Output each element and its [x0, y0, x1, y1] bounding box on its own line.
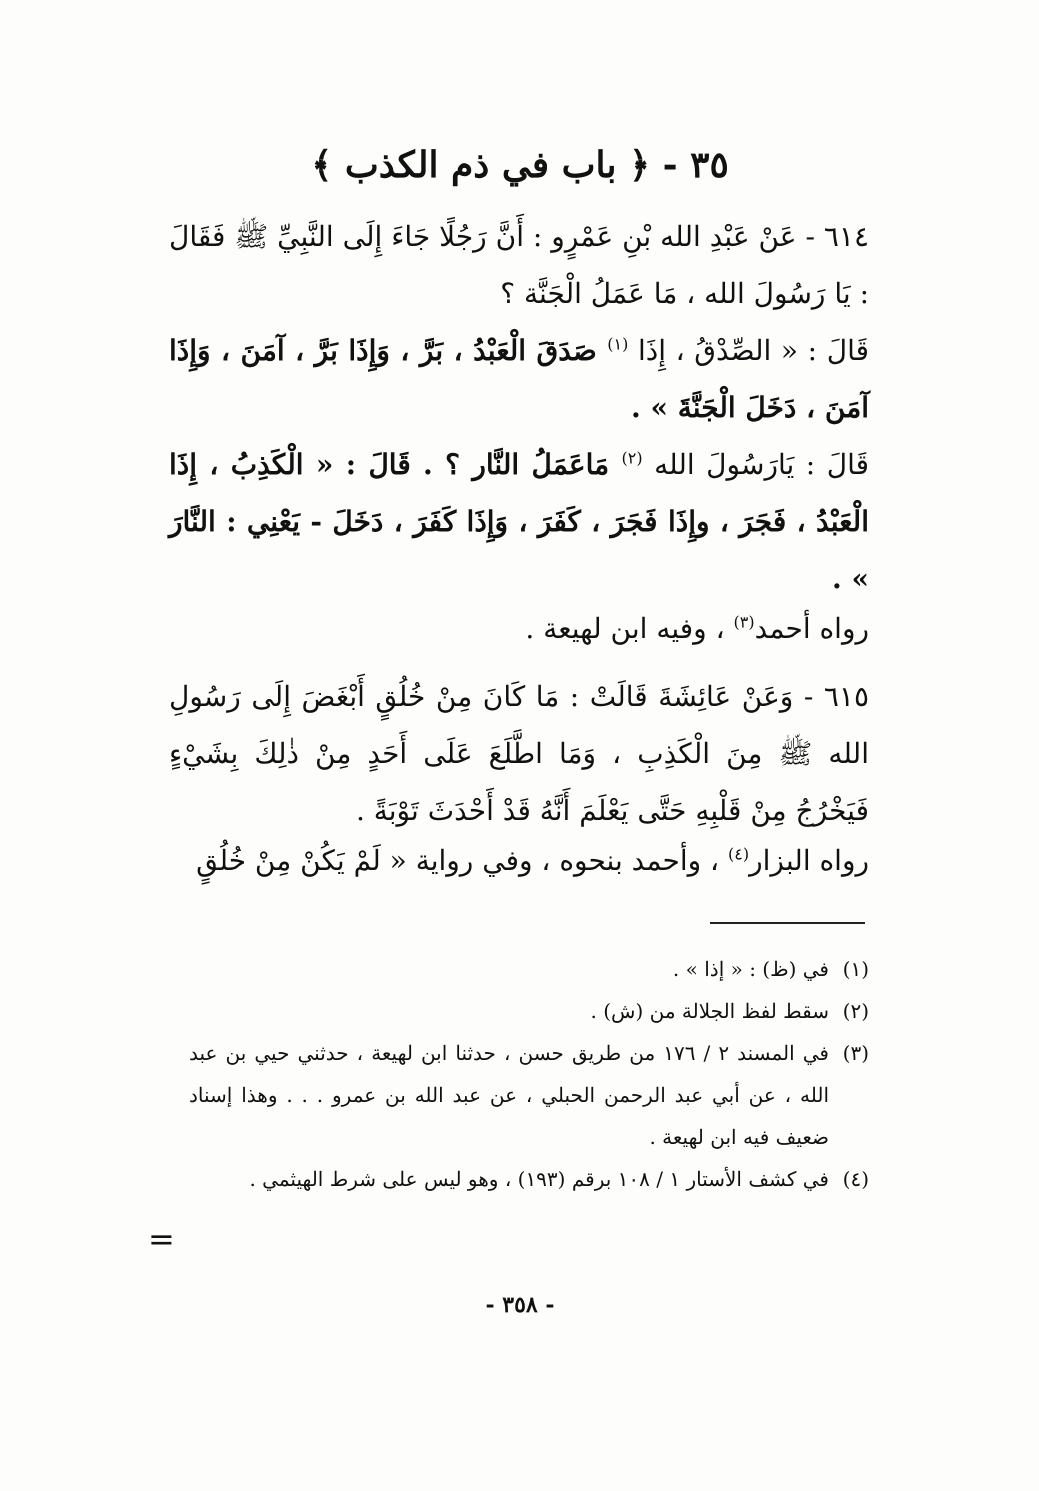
footnote-ref-4: (٤): [728, 844, 750, 864]
footnote-text: سقط لفظ الجلالة من (ش) .: [590, 999, 829, 1023]
footnote-1: [189, 948, 869, 990]
narration-note-ahmad: [169, 600, 869, 657]
footnote-ref-1: (١): [607, 334, 629, 354]
footnote-4: [189, 1158, 869, 1200]
hadith-614-text: [169, 208, 869, 322]
footnote-2: [189, 990, 869, 1032]
ahmad-text-start: رواه أحمد: [754, 612, 869, 645]
bazzar-text-start: رواه البزار: [749, 844, 869, 877]
footnote-divider: [710, 922, 865, 924]
footnote-text: في المسند ٢ / ١٧٦ من طريق حسن ، حدثنا ابن لهيعة ، حدثني حيي بن عبد الله ، عن أبي عبد الرحمن الحبلي ، عن عبد الله بن عمرو . . . وهذا إسناد ضعيف فيه ابن لهيعة .: [189, 1041, 829, 1149]
paragraph-answer: [169, 322, 869, 436]
hadith-614-question-fire: [169, 436, 869, 607]
hadith-614-answer: [169, 322, 869, 436]
paragraph-614: ٦١٤ - عَنْ عَبْدِ الله بْنِ عَمْرٍو : أَنَّ رَجُلًا جَاءَ إِلَى النَّبِيِّ ﷺ فَقَالَ : يَا رَسُولَ الله ، مَا عَمَلُ الْجَنَّة ؟: [169, 220, 869, 310]
fire-text-end: مَاعَمَلُ النَّار ؟ . قَالَ : « الْكَذِبُ ، إِذَا الْعَبْدُ ، فَجَرَ ، وإِذَا فَجَرَ ، كَفَرَ ، وَإِذَا كَفَرَ ، دَخَلَ - يَعْنِي : النَّارَ » .: [169, 448, 869, 595]
continuation-mark: =: [148, 1220, 175, 1258]
footnote-number: (٤): [842, 1167, 869, 1191]
paragraph-ahmad: [169, 600, 869, 657]
footnotes-section: [189, 948, 869, 1200]
narration-note-bazzar: [169, 832, 869, 889]
footnote-number: (٣): [842, 1041, 869, 1065]
paragraph-615: ٦١٥ - وَعَنْ عَائِشَةَ قَالَتْ : مَا كَانَ مِنْ خُلُقٍ أَبْغَضَ إِلَى رَسُولِ الله ﷺ مِنَ الْكَذِبِ ، وَمَا اطَّلَعَ عَلَى أَحَدٍ مِنْ ذٰلِكَ بِشَيْءٍ فَيَخْرُجُ مِنْ قَلْبِهِ حَتَّى يَعْلَمَ أَنَّهُ قَدْ أَحْدَثَ تَوْبَةً .: [169, 680, 869, 827]
hadith-615-text: [169, 668, 869, 839]
bazzar-text-end: ، وأحمد بنحوه ، وفي رواية « لَمْ يَكُنْ مِنْ خُلُقٍ: [196, 844, 728, 877]
footnote-text: في كشف الأستار ١ / ١٠٨ برقم (١٩٣) ، وهو ليس على شرط الهيثمي .: [249, 1167, 829, 1191]
footnote-text: في (ظ) : « إذا » .: [672, 957, 829, 981]
footnote-ref-2: (٢): [621, 448, 643, 468]
answer-text-start: قَالَ : « الصِّدْقُ ، إِذَا: [628, 334, 870, 367]
footnote-3: [189, 1032, 869, 1158]
fire-text-start: قَالَ : يَارَسُولَ الله: [642, 448, 869, 481]
footnote-number: (٢): [842, 999, 869, 1023]
chapter-heading: ٣٥ - ﴿ باب في ذم الكذب ﴾: [311, 144, 729, 186]
ahmad-text-end: ، وفيه ابن لهيعة .: [525, 612, 734, 645]
paragraph-bazzar: [169, 832, 869, 889]
page-number: - ٣٥٨ -: [485, 1292, 555, 1318]
footnote-number: (١): [842, 957, 869, 981]
answer-text-end: صَدَقَ الْعَبْدُ ، بَرَّ ، وَإِذَا بَرَّ ، آمَنَ ، وَإِذَا آمَنَ ، دَخَلَ الْجَنَّةَ » .: [169, 334, 869, 424]
paragraph-fire: [169, 436, 869, 607]
footnote-ref-3: (٣): [733, 612, 755, 632]
